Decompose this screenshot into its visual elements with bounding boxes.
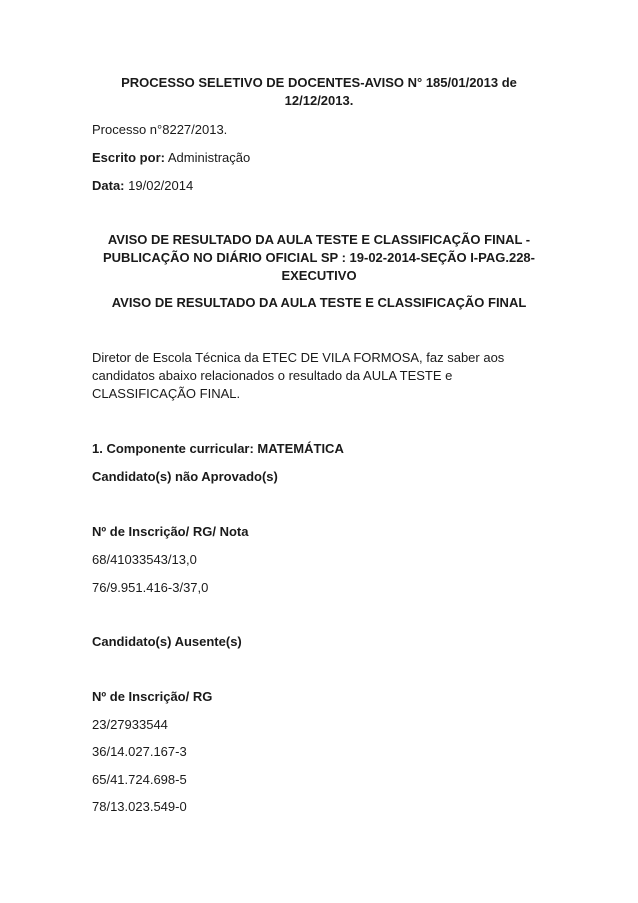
written-by xyxy=(92,150,250,166)
notice-heading-line-3: EXECUTIVO xyxy=(281,268,357,283)
publication-date xyxy=(92,178,193,194)
not-approved-row: 76/9.951.416-3/37,0 xyxy=(92,580,209,595)
process-number: Processo n°8227/2013. xyxy=(92,122,228,137)
notice-body-line-3: CLASSIFICAÇÃO FINAL. xyxy=(92,386,241,401)
component-title: 1. Componente curricular: MATEMÁTICA xyxy=(92,441,344,456)
date-value: 19/02/2014 xyxy=(128,178,194,193)
absent-row: 36/14.027.167-3 xyxy=(92,744,187,759)
notice-heading-line-2: PUBLICAÇÃO NO DIÁRIO OFICIAL SP : 19-02-2014-SEÇÃO I-PAG.228- xyxy=(103,250,535,265)
document-title-line-1: PROCESSO SELETIVO DE DOCENTES-AVISO N° 185/01/2013 de xyxy=(121,75,517,90)
notice-body-line-1: Diretor de Escola Técnica da ETEC DE VILA FORMOSA, faz saber aos xyxy=(92,350,505,365)
absent-columns-header: Nº de Inscrição/ RG xyxy=(92,689,213,704)
not-approved-title: Candidato(s) não Aprovado(s) xyxy=(92,469,278,484)
absent-row: 23/27933544 xyxy=(92,717,168,732)
date-label: Data: xyxy=(92,178,125,193)
written-by-value: Administração xyxy=(167,150,251,165)
notice-subheading: AVISO DE RESULTADO DA AULA TESTE E CLASSIFICAÇÃO FINAL xyxy=(111,295,527,310)
not-approved-row: 68/41033543/13,0 xyxy=(92,552,197,567)
absent-title: Candidato(s) Ausente(s) xyxy=(92,634,242,649)
written-by-label: Escrito por: xyxy=(92,150,165,165)
notice-body-line-2: candidatos abaixo relacionados o resultado da AULA TESTE e xyxy=(92,368,453,383)
absent-row: 65/41.724.698-5 xyxy=(92,772,187,787)
absent-row: 78/13.023.549-0 xyxy=(92,799,187,814)
document-title-line-2: 12/12/2013. xyxy=(284,93,354,108)
notice-heading-line-1: AVISO DE RESULTADO DA AULA TESTE E CLASSIFICAÇÃO FINAL - xyxy=(107,232,531,247)
not-approved-columns-header: Nº de Inscrição/ RG/ Nota xyxy=(92,524,249,539)
